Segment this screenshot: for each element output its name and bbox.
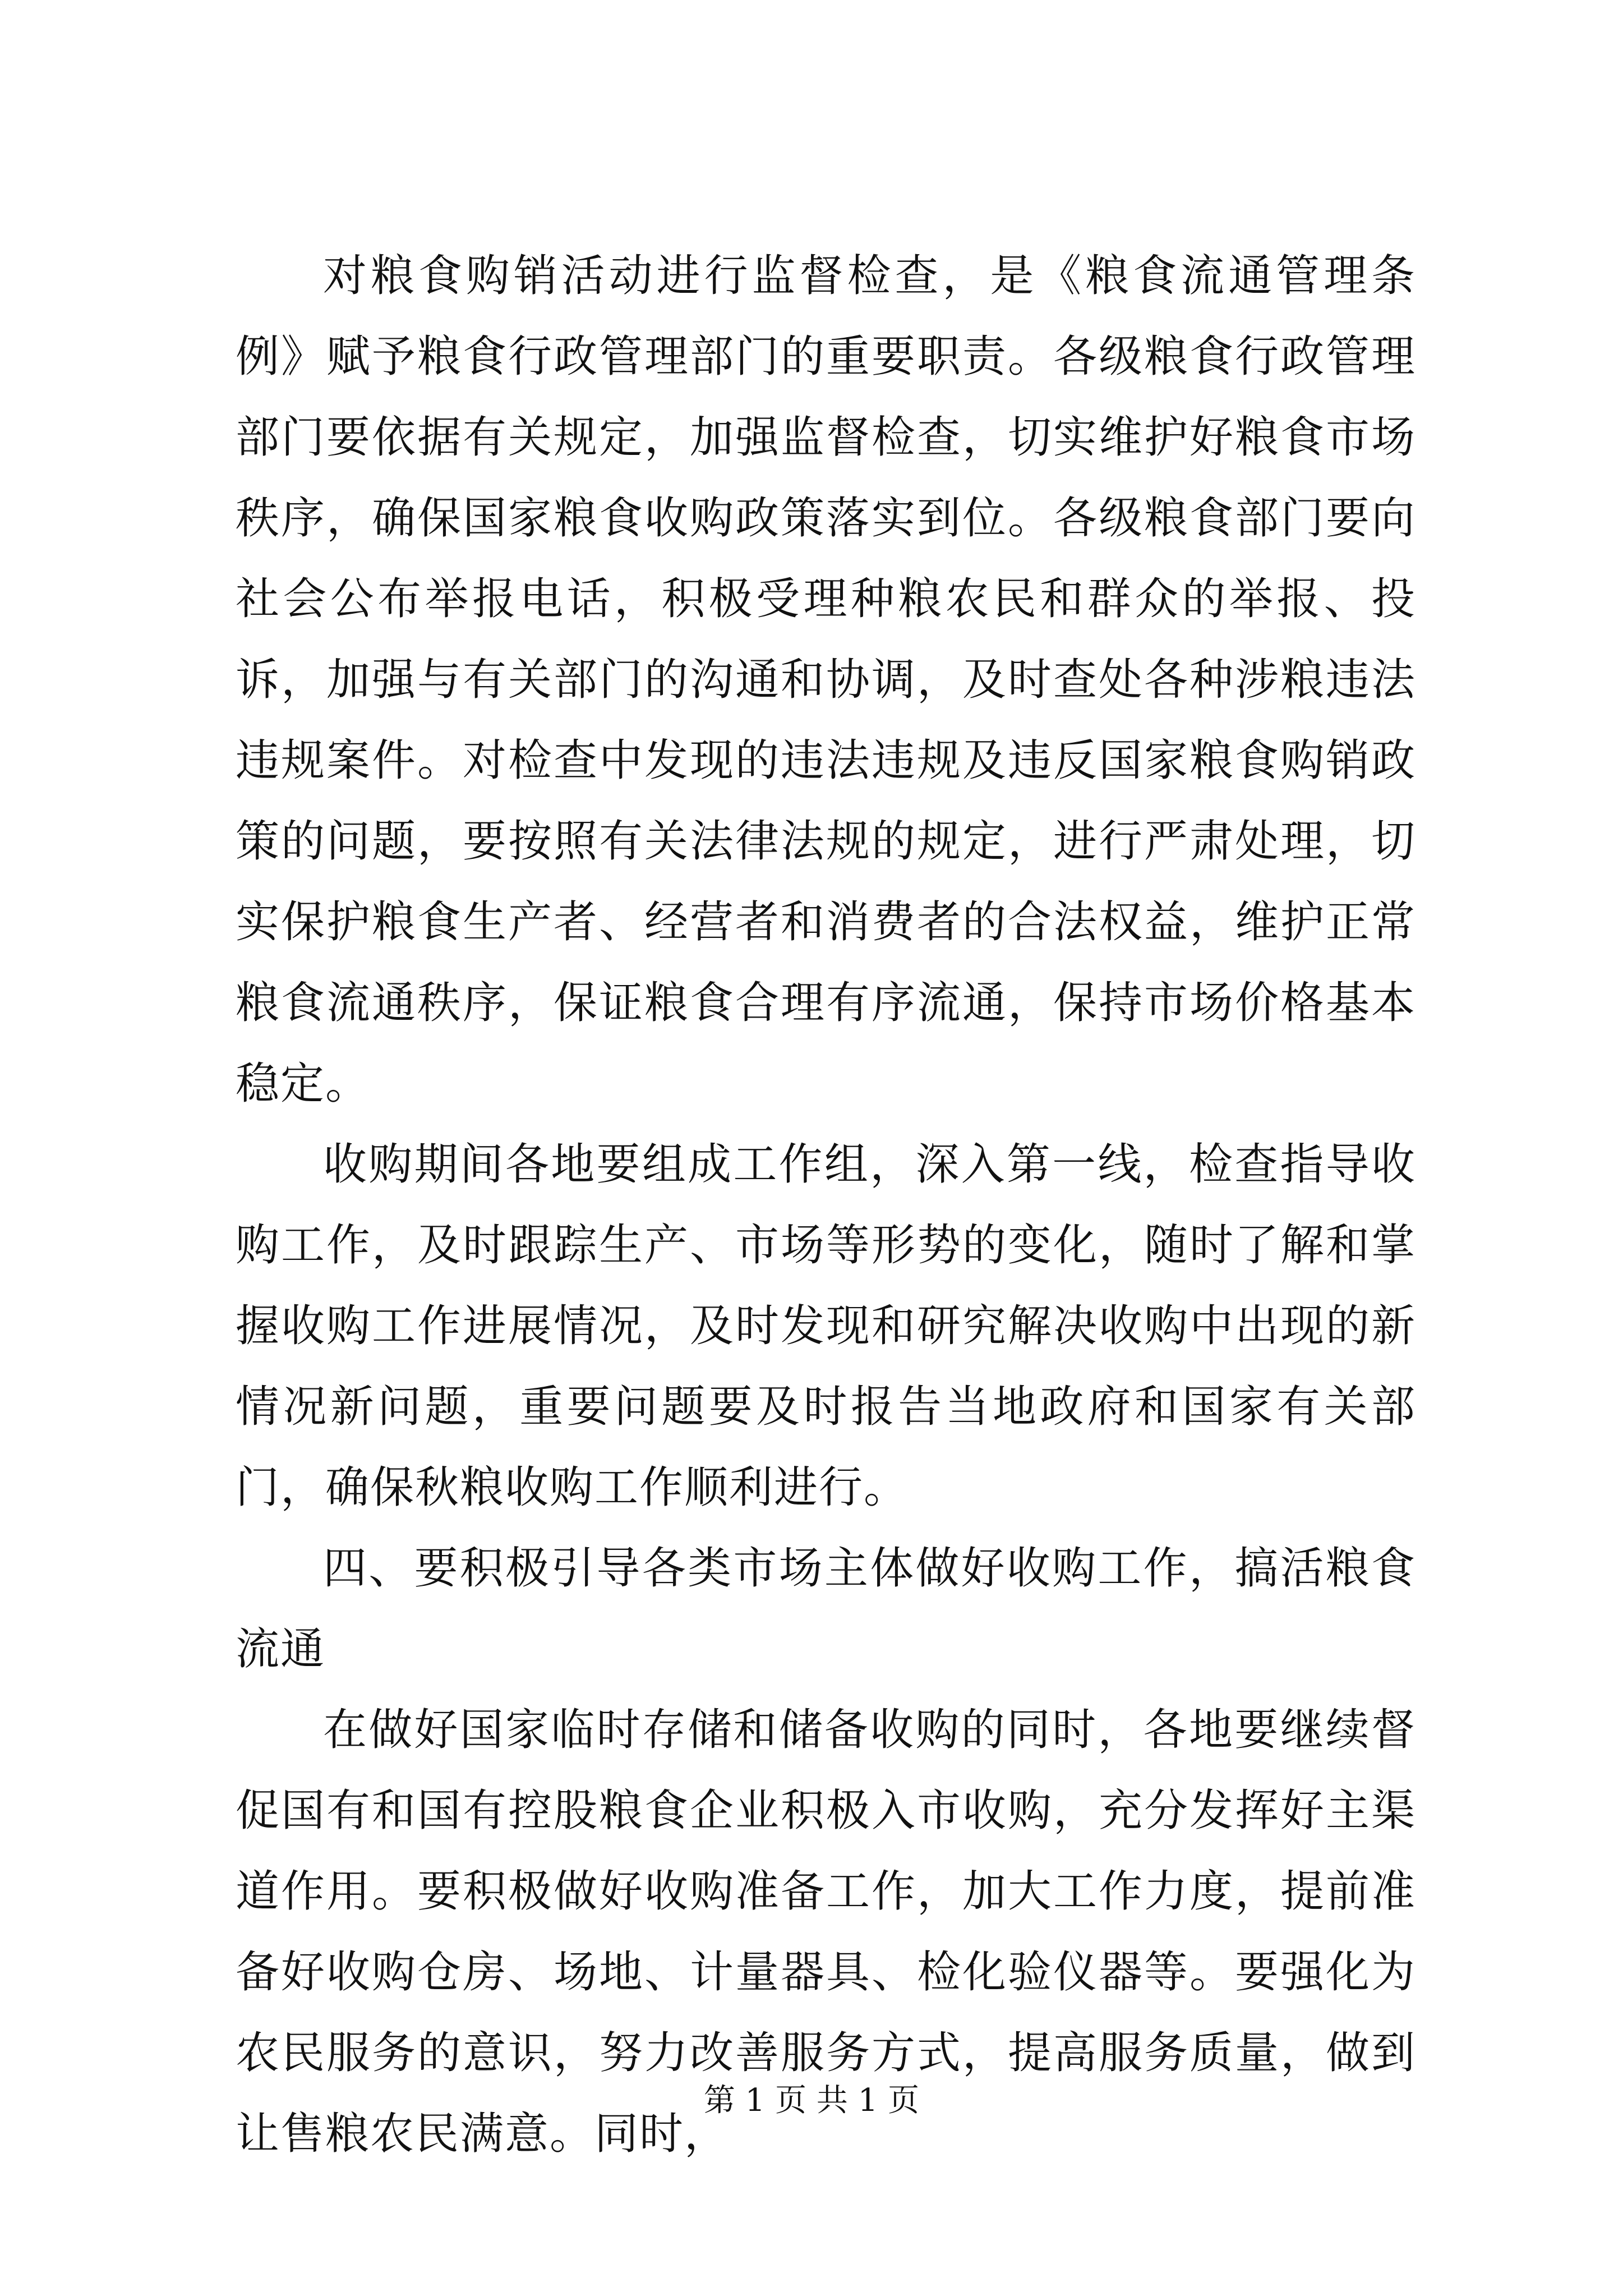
paragraph-supervision: 对粮食购销活动进行监督检查，是《粮食流通管理条例》赋予粮食行政管理部门的重要职责。各级粮食行政管理部门要依据有关规定，加强监督检查，切实维护好粮食市场秩序，确保国家粮食收购政策落实到位。各级粮食部门要向社会公布举报电话，积极受理种粮农民和群众的举报、投诉，加强与有关部门的沟通和协调，及时查处各种涉粮违法违规案件。对检查中发现的违法违规及违反国家粮食购销政策的问题，要按照有关法律法规的规定，进行严肃处理，切实保护粮食生产者、经营者和消费者的合法权益，维护正常粮食流通秩序，保证粮食合理有序流通，保持市场价格基本稳定。 bbox=[236, 251, 1416, 1109]
section-heading-four: 四、要积极引导各类市场主体做好收购工作，搞活粮食流通 bbox=[236, 1543, 1416, 1674]
page-footer: 第 1 页 共 1 页 bbox=[703, 2082, 920, 2119]
document-body bbox=[236, 236, 1416, 2174]
paragraph-market-entities: 在做好国家临时存储和储备收购的同时，各地要继续督促国有和国有控股粮食企业积极入市收购，充分发挥好主渠道作用。要积极做好收购准备工作，加大工作力度，提前准备好收购仓房、场地、计量器具、检化验仪器等。要强化为农民服务的意识，努力改善服务方式，提高服务质量，做到让售粮农民满意。同时， bbox=[236, 1705, 1416, 2159]
paragraph-work-groups: 收购期间各地要组成工作组，深入第一线，检查指导收购工作，及时跟踪生产、市场等形势的变化，随时了解和掌握收购工作进展情况，及时发现和研究解决收购中出现的新情况新问题，重要问题要及时报告当地政府和国家有关部门，确保秋粮收购工作顺利进行。 bbox=[236, 1139, 1416, 1513]
